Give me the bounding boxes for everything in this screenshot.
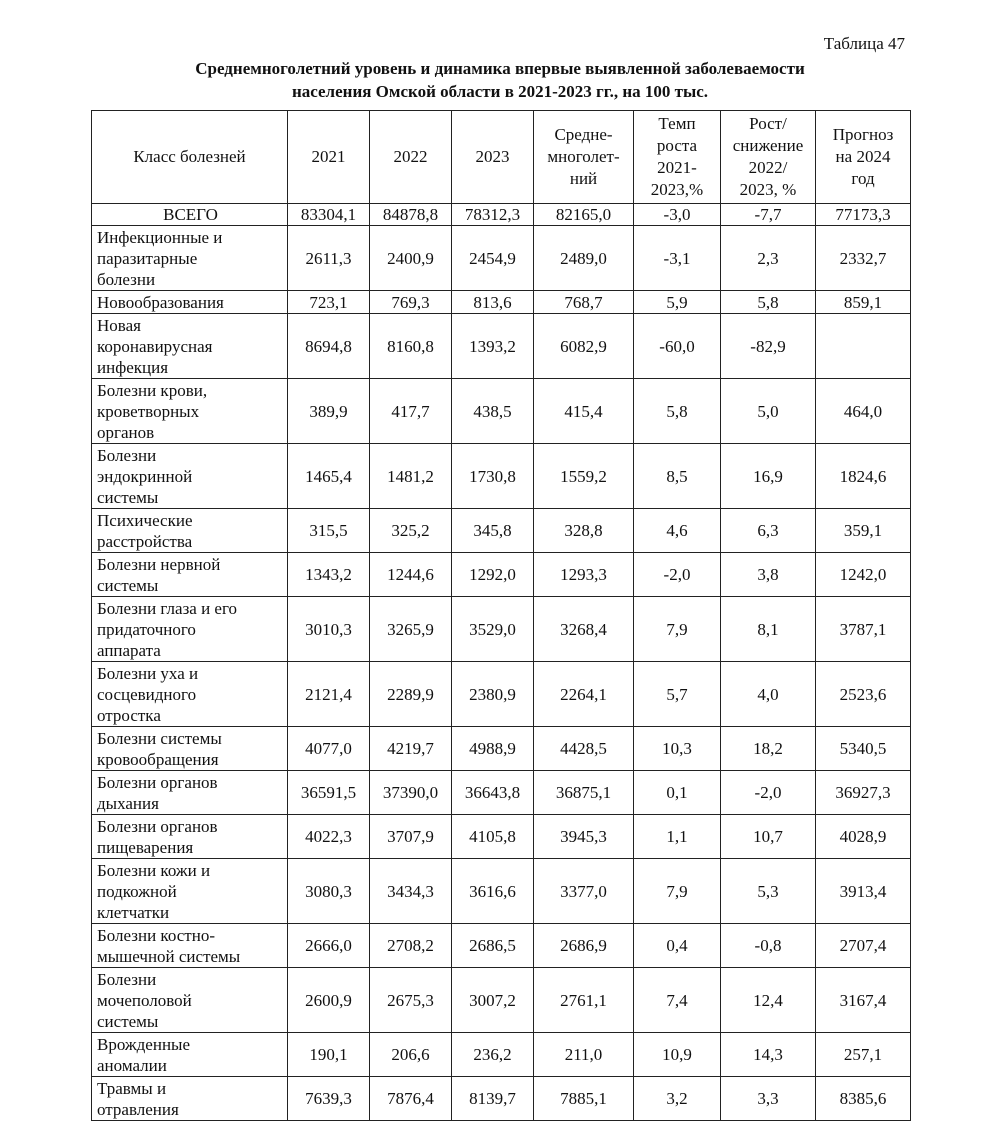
value-cell: 1824,6 bbox=[816, 444, 911, 509]
value-cell: 82165,0 bbox=[534, 204, 634, 226]
value-cell: 10,3 bbox=[634, 727, 721, 771]
value-cell: 190,1 bbox=[288, 1033, 370, 1077]
disease-class-line: системы bbox=[97, 487, 159, 507]
disease-class-line: ВСЕГО bbox=[163, 204, 218, 224]
disease-class-line: кроветворных bbox=[97, 401, 200, 421]
value-cell: 5,3 bbox=[721, 859, 816, 924]
value-cell: 415,4 bbox=[534, 379, 634, 444]
value-cell: 12,4 bbox=[721, 968, 816, 1033]
table-row bbox=[92, 204, 911, 226]
value-cell: -3,0 bbox=[634, 204, 721, 226]
disease-class-cell bbox=[92, 314, 288, 379]
header-line: 2021- bbox=[657, 158, 697, 177]
value-cell: -82,9 bbox=[721, 314, 816, 379]
value-cell: 6,3 bbox=[721, 509, 816, 553]
value-cell: 1730,8 bbox=[452, 444, 534, 509]
header-line: Средне- bbox=[554, 125, 613, 144]
value-cell: 1,1 bbox=[634, 815, 721, 859]
value-cell: 3913,4 bbox=[816, 859, 911, 924]
disease-class-line: Болезни костно- bbox=[97, 925, 215, 945]
disease-class-line: отростка bbox=[97, 705, 161, 725]
value-cell: 36875,1 bbox=[534, 771, 634, 815]
table-row bbox=[92, 815, 911, 859]
value-cell: 2686,5 bbox=[452, 924, 534, 968]
table-row bbox=[92, 1077, 911, 1121]
value-cell: 464,0 bbox=[816, 379, 911, 444]
value-cell: 3265,9 bbox=[370, 597, 452, 662]
disease-class-line: Болезни органов bbox=[97, 772, 218, 792]
value-cell: 4,0 bbox=[721, 662, 816, 727]
value-cell: 3945,3 bbox=[534, 815, 634, 859]
value-cell: 3268,4 bbox=[534, 597, 634, 662]
value-cell: 8694,8 bbox=[288, 314, 370, 379]
header-row bbox=[92, 111, 911, 204]
table-row bbox=[92, 968, 911, 1033]
value-cell: 1465,4 bbox=[288, 444, 370, 509]
value-cell: 211,0 bbox=[534, 1033, 634, 1077]
value-cell: 4428,5 bbox=[534, 727, 634, 771]
disease-class-cell bbox=[92, 727, 288, 771]
value-cell: 769,3 bbox=[370, 291, 452, 314]
value-cell: 8139,7 bbox=[452, 1077, 534, 1121]
value-cell: 10,9 bbox=[634, 1033, 721, 1077]
table-row bbox=[92, 553, 911, 597]
value-cell: 2264,1 bbox=[534, 662, 634, 727]
value-cell: 2611,3 bbox=[288, 226, 370, 291]
value-cell: 315,5 bbox=[288, 509, 370, 553]
disease-class-line: Инфекционные и bbox=[97, 227, 223, 247]
disease-class-cell bbox=[92, 968, 288, 1033]
disease-class-line: дыхания bbox=[97, 793, 159, 813]
value-cell: 3,8 bbox=[721, 553, 816, 597]
value-cell: 4988,9 bbox=[452, 727, 534, 771]
value-cell: 37390,0 bbox=[370, 771, 452, 815]
header-average bbox=[534, 111, 634, 204]
header-line: снижение bbox=[732, 136, 804, 155]
disease-class-line: аномалии bbox=[97, 1055, 167, 1075]
value-cell: -7,7 bbox=[721, 204, 816, 226]
value-cell: 8,5 bbox=[634, 444, 721, 509]
value-cell: 2666,0 bbox=[288, 924, 370, 968]
value-cell: -3,1 bbox=[634, 226, 721, 291]
value-cell: 1293,3 bbox=[534, 553, 634, 597]
disease-class-cell bbox=[92, 815, 288, 859]
disease-class-cell bbox=[92, 771, 288, 815]
value-cell: 236,2 bbox=[452, 1033, 534, 1077]
disease-class-line: пищеварения bbox=[97, 837, 194, 857]
value-cell: 2454,9 bbox=[452, 226, 534, 291]
value-cell: 2708,2 bbox=[370, 924, 452, 968]
value-cell: 18,2 bbox=[721, 727, 816, 771]
value-cell: 8160,8 bbox=[370, 314, 452, 379]
value-cell: 2,3 bbox=[721, 226, 816, 291]
value-cell: 3529,0 bbox=[452, 597, 534, 662]
disease-class-line: кровообращения bbox=[97, 749, 219, 769]
disease-class-line: расстройства bbox=[97, 531, 193, 551]
disease-class-cell bbox=[92, 1077, 288, 1121]
disease-class-cell bbox=[92, 597, 288, 662]
table-row bbox=[92, 314, 911, 379]
value-cell: 83304,1 bbox=[288, 204, 370, 226]
disease-class-line: паразитарные bbox=[97, 248, 198, 268]
value-cell: 2121,4 bbox=[288, 662, 370, 727]
value-cell: 3787,1 bbox=[816, 597, 911, 662]
header-2021 bbox=[288, 111, 370, 204]
value-cell: 4022,3 bbox=[288, 815, 370, 859]
table-row bbox=[92, 291, 911, 314]
header-line: 2021 bbox=[311, 147, 346, 166]
disease-class-line: болезни bbox=[97, 269, 156, 289]
value-cell: 7876,4 bbox=[370, 1077, 452, 1121]
disease-class-line: системы bbox=[97, 575, 159, 595]
value-cell: -0,8 bbox=[721, 924, 816, 968]
header-line: Прогноз bbox=[832, 125, 894, 144]
disease-class-line: Болезни глаза и его bbox=[97, 598, 238, 618]
value-cell: -2,0 bbox=[721, 771, 816, 815]
disease-class-line: Врожденные bbox=[97, 1034, 191, 1054]
value-cell: 7,9 bbox=[634, 597, 721, 662]
disease-class-cell bbox=[92, 509, 288, 553]
table-row bbox=[92, 509, 911, 553]
value-cell: 4219,7 bbox=[370, 727, 452, 771]
value-cell: 4077,0 bbox=[288, 727, 370, 771]
value-cell: 0,4 bbox=[634, 924, 721, 968]
header-line: Темп bbox=[658, 114, 696, 133]
table-number: Таблица 47 bbox=[823, 34, 905, 53]
disease-class-line: Болезни bbox=[97, 969, 157, 989]
value-cell: 3010,3 bbox=[288, 597, 370, 662]
value-cell: 2675,3 bbox=[370, 968, 452, 1033]
title-line-1: Среднемноголетний уровень и динамика впервые выявленной заболеваемости bbox=[195, 59, 805, 78]
disease-class-line: подкожной bbox=[97, 881, 177, 901]
header-line: 2023,% bbox=[650, 180, 704, 199]
value-cell bbox=[816, 314, 911, 379]
value-cell: 7885,1 bbox=[534, 1077, 634, 1121]
disease-class-line: Болезни bbox=[97, 445, 157, 465]
header-disease-class bbox=[92, 111, 288, 204]
value-cell: 36927,3 bbox=[816, 771, 911, 815]
disease-class-line: Болезни кожи и bbox=[97, 860, 211, 880]
value-cell: 328,8 bbox=[534, 509, 634, 553]
disease-class-line: отравления bbox=[97, 1099, 179, 1119]
value-cell: 2686,9 bbox=[534, 924, 634, 968]
table-row bbox=[92, 597, 911, 662]
disease-class-line: клетчатки bbox=[97, 902, 170, 922]
value-cell: 7639,3 bbox=[288, 1077, 370, 1121]
value-cell: -2,0 bbox=[634, 553, 721, 597]
value-cell: 5,7 bbox=[634, 662, 721, 727]
value-cell: 77173,3 bbox=[816, 204, 911, 226]
value-cell: 257,1 bbox=[816, 1033, 911, 1077]
value-cell: 2600,9 bbox=[288, 968, 370, 1033]
disease-class-line: системы bbox=[97, 1011, 159, 1031]
disease-class-line: Болезни органов bbox=[97, 816, 218, 836]
header-line: многолет- bbox=[547, 147, 620, 166]
header-line: Рост/ bbox=[749, 114, 787, 133]
disease-class-line: сосцевидного bbox=[97, 684, 197, 704]
table-row bbox=[92, 662, 911, 727]
disease-class-line: Болезни системы bbox=[97, 728, 222, 748]
disease-class-cell bbox=[92, 379, 288, 444]
disease-class-cell bbox=[92, 859, 288, 924]
table-row bbox=[92, 771, 911, 815]
value-cell: 3434,3 bbox=[370, 859, 452, 924]
disease-class-cell bbox=[92, 924, 288, 968]
value-cell: 3,3 bbox=[721, 1077, 816, 1121]
value-cell: 723,1 bbox=[288, 291, 370, 314]
value-cell: 1343,2 bbox=[288, 553, 370, 597]
value-cell: 3377,0 bbox=[534, 859, 634, 924]
value-cell: 3,2 bbox=[634, 1077, 721, 1121]
disease-class-cell bbox=[92, 226, 288, 291]
disease-class-line: Болезни уха и bbox=[97, 663, 199, 683]
disease-class-cell bbox=[92, 204, 288, 226]
value-cell: 2289,9 bbox=[370, 662, 452, 727]
table-row bbox=[92, 1033, 911, 1077]
value-cell: 5,9 bbox=[634, 291, 721, 314]
value-cell: 3080,3 bbox=[288, 859, 370, 924]
table-row bbox=[92, 924, 911, 968]
value-cell: 389,9 bbox=[288, 379, 370, 444]
header-line: роста bbox=[656, 136, 698, 155]
value-cell: 1292,0 bbox=[452, 553, 534, 597]
disease-class-line: Новая bbox=[97, 315, 141, 335]
value-cell: 8,1 bbox=[721, 597, 816, 662]
header-line: ний bbox=[569, 169, 598, 188]
table-row bbox=[92, 379, 911, 444]
value-cell: 1242,0 bbox=[816, 553, 911, 597]
disease-class-line: Болезни нервной bbox=[97, 554, 221, 574]
value-cell: 1244,6 bbox=[370, 553, 452, 597]
value-cell: 2523,6 bbox=[816, 662, 911, 727]
table-row bbox=[92, 444, 911, 509]
header-2023 bbox=[452, 111, 534, 204]
value-cell: 7,4 bbox=[634, 968, 721, 1033]
value-cell: 8385,6 bbox=[816, 1077, 911, 1121]
disease-class-cell bbox=[92, 444, 288, 509]
disease-class-cell bbox=[92, 553, 288, 597]
value-cell: 2400,9 bbox=[370, 226, 452, 291]
disease-class-line: коронавирусная bbox=[97, 336, 213, 356]
value-cell: 3707,9 bbox=[370, 815, 452, 859]
header-line: 2022/ bbox=[748, 158, 788, 177]
value-cell: 359,1 bbox=[816, 509, 911, 553]
value-cell: 2489,0 bbox=[534, 226, 634, 291]
disease-class-line: Травмы и bbox=[97, 1078, 167, 1098]
disease-class-line: Психические bbox=[97, 510, 193, 530]
value-cell: 5340,5 bbox=[816, 727, 911, 771]
value-cell: 4028,9 bbox=[816, 815, 911, 859]
header-forecast bbox=[816, 111, 911, 204]
header-line: 2022 bbox=[393, 147, 428, 166]
value-cell: 345,8 bbox=[452, 509, 534, 553]
value-cell: 417,7 bbox=[370, 379, 452, 444]
disease-class-line: мышечной системы bbox=[97, 946, 241, 966]
value-cell: 5,8 bbox=[721, 291, 816, 314]
disease-class-line: Болезни крови, bbox=[97, 380, 208, 400]
header-line: Класс болезней bbox=[133, 147, 246, 166]
disease-class-cell bbox=[92, 291, 288, 314]
value-cell: 2707,4 bbox=[816, 924, 911, 968]
value-cell: 84878,8 bbox=[370, 204, 452, 226]
table-title bbox=[0, 57, 1000, 103]
value-cell: 1559,2 bbox=[534, 444, 634, 509]
value-cell: 7,9 bbox=[634, 859, 721, 924]
value-cell: 5,8 bbox=[634, 379, 721, 444]
table-row bbox=[92, 226, 911, 291]
value-cell: 325,2 bbox=[370, 509, 452, 553]
value-cell: 206,6 bbox=[370, 1033, 452, 1077]
disease-class-line: придаточного bbox=[97, 619, 196, 639]
value-cell: 6082,9 bbox=[534, 314, 634, 379]
value-cell: 36643,8 bbox=[452, 771, 534, 815]
value-cell: 438,5 bbox=[452, 379, 534, 444]
value-cell: 36591,5 bbox=[288, 771, 370, 815]
header-growth-rate bbox=[634, 111, 721, 204]
value-cell: 16,9 bbox=[721, 444, 816, 509]
value-cell: 4,6 bbox=[634, 509, 721, 553]
table-body bbox=[92, 204, 911, 1121]
title-line-2: населения Омской области в 2021-2023 гг., на 100 тыс. bbox=[291, 82, 709, 101]
value-cell: 768,7 bbox=[534, 291, 634, 314]
value-cell: 2332,7 bbox=[816, 226, 911, 291]
disease-class-line: органов bbox=[97, 422, 155, 442]
disease-class-line: Новообразования bbox=[97, 292, 224, 312]
value-cell: 5,0 bbox=[721, 379, 816, 444]
value-cell: 3167,4 bbox=[816, 968, 911, 1033]
value-cell: 14,3 bbox=[721, 1033, 816, 1077]
header-line: год bbox=[851, 169, 875, 188]
disease-class-line: мочеполовой bbox=[97, 990, 192, 1010]
value-cell: 0,1 bbox=[634, 771, 721, 815]
table-row bbox=[92, 727, 911, 771]
header-line: 2023, % bbox=[739, 180, 797, 199]
header-change bbox=[721, 111, 816, 204]
disease-class-cell bbox=[92, 1033, 288, 1077]
value-cell: 2380,9 bbox=[452, 662, 534, 727]
disease-class-cell bbox=[92, 662, 288, 727]
value-cell: 2761,1 bbox=[534, 968, 634, 1033]
value-cell: 813,6 bbox=[452, 291, 534, 314]
value-cell: 859,1 bbox=[816, 291, 911, 314]
disease-class-line: инфекция bbox=[97, 357, 169, 377]
value-cell: 78312,3 bbox=[452, 204, 534, 226]
disease-class-line: аппарата bbox=[97, 640, 161, 660]
header-line: на 2024 bbox=[835, 147, 891, 166]
value-cell: 3616,6 bbox=[452, 859, 534, 924]
morbidity-table bbox=[91, 110, 911, 1121]
value-cell: 4105,8 bbox=[452, 815, 534, 859]
header-2022 bbox=[370, 111, 452, 204]
value-cell: 3007,2 bbox=[452, 968, 534, 1033]
value-cell: 1481,2 bbox=[370, 444, 452, 509]
header-line: 2023 bbox=[475, 147, 510, 166]
value-cell: -60,0 bbox=[634, 314, 721, 379]
value-cell: 1393,2 bbox=[452, 314, 534, 379]
disease-class-line: эндокринной bbox=[97, 466, 193, 486]
table-row bbox=[92, 859, 911, 924]
value-cell: 10,7 bbox=[721, 815, 816, 859]
